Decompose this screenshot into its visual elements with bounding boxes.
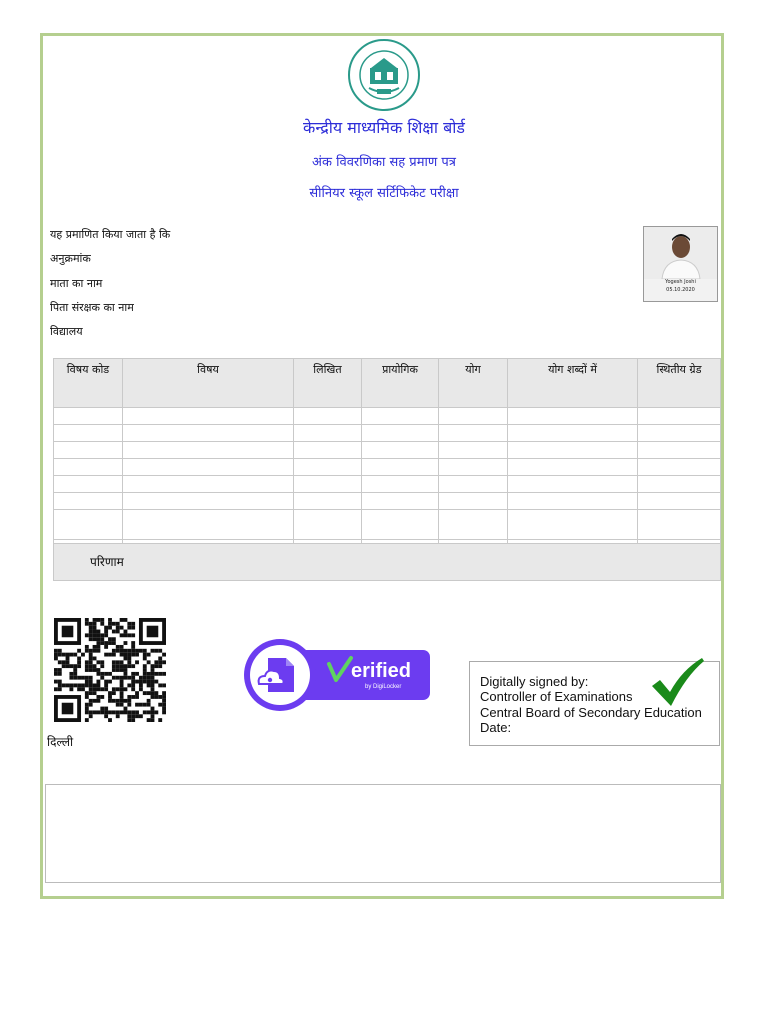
certificate-title: अंक विवरणिका सह प्रमाण पत्र (312, 155, 456, 170)
table-header-row (54, 359, 721, 408)
result-label: परिणाम (90, 555, 124, 569)
col-total-words: योग शब्दों में (508, 359, 638, 408)
col-total: योग (439, 359, 508, 408)
table-row (54, 408, 721, 425)
table-row (54, 510, 721, 540)
result-row (53, 543, 721, 581)
board-name: केन्द्रीय माध्यमिक शिक्षा बोर्ड (303, 118, 465, 137)
digilocker-verified-badge (243, 638, 431, 712)
signature-line-2: Controller of Examinations (480, 689, 633, 704)
photo-name: Yogesh Joshi (665, 279, 696, 285)
col-practical: प्रायोगिक (362, 359, 439, 408)
table-row (54, 493, 721, 510)
exam-name: सीनियर स्कूल सर्टिफिकेट परीक्षा (309, 186, 459, 201)
col-subject: विषय (123, 359, 294, 408)
person-icon (644, 227, 718, 279)
marks-table (53, 358, 721, 557)
school-label: विद्यालय (50, 325, 83, 338)
city-name: दिल्ली (47, 735, 74, 749)
certify-line: यह प्रमाणित किया जाता है कि (50, 228, 171, 241)
father-name-label: पिता संरक्षक का नाम (50, 301, 134, 314)
remarks-box (45, 784, 721, 883)
table-row (54, 459, 721, 476)
col-grade: स्थितीय ग्रेड (638, 359, 721, 408)
table-row (54, 476, 721, 493)
col-theory: लिखित (294, 359, 362, 408)
qr-code-icon (54, 618, 166, 722)
checkmark-icon (648, 656, 706, 712)
student-photo (643, 226, 718, 302)
signature-line-3: Central Board of Secondary Education (480, 705, 702, 720)
badge-subtext: by DigiLocker (365, 684, 402, 690)
cbse-logo-icon (347, 38, 421, 112)
badge-text: erified (351, 660, 412, 682)
signature-line-4: Date: (480, 720, 512, 735)
photo-date: 05.10.2020 (666, 287, 695, 293)
table-row (54, 442, 721, 459)
signature-line-1: Digitally signed by: (480, 674, 589, 689)
col-subject-code: विषय कोड (54, 359, 123, 408)
digital-signature-box (469, 661, 720, 746)
mother-name-label: माता का नाम (50, 277, 103, 290)
roll-no-label: अनुक्रमांक (50, 252, 91, 265)
table-row (54, 425, 721, 442)
